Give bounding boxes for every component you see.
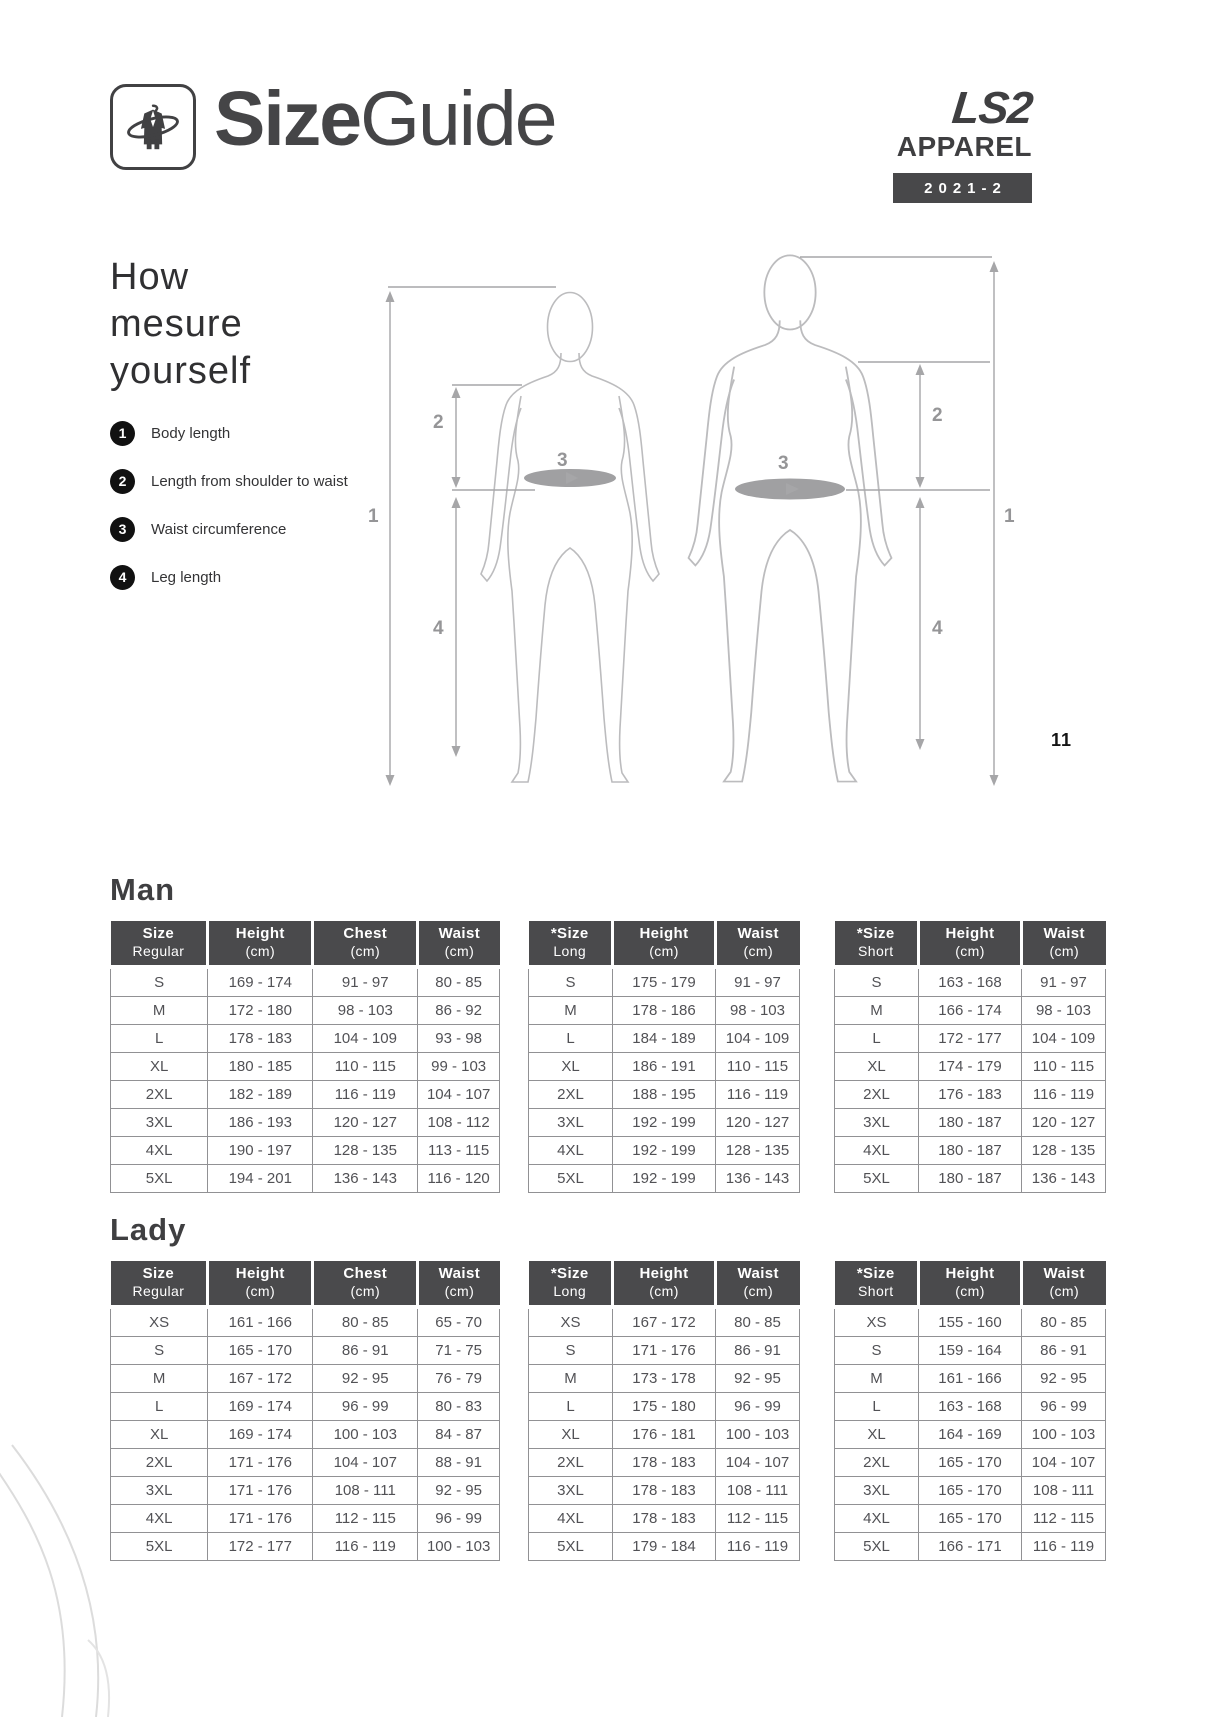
table-cell: 178 - 183 xyxy=(613,1505,716,1533)
table-cell: 108 - 111 xyxy=(715,1477,799,1505)
table-cell: 104 - 107 xyxy=(313,1449,418,1477)
table-cell: 167 - 172 xyxy=(208,1365,313,1393)
table-cell: 190 - 197 xyxy=(208,1137,313,1165)
table-cell: S xyxy=(111,967,208,997)
table-row xyxy=(835,1365,1106,1393)
page-title-guide: Guide xyxy=(360,76,556,162)
step-number-badge: 1 xyxy=(110,421,135,446)
table-row xyxy=(529,1165,800,1193)
table-cell: 3XL xyxy=(529,1109,613,1137)
table-row xyxy=(835,1165,1106,1193)
column-header: *Size Long xyxy=(529,921,613,967)
table-cell: S xyxy=(835,1337,919,1365)
lady-tables-row xyxy=(110,1261,1106,1561)
table-row xyxy=(529,1137,800,1165)
man-tables-row xyxy=(110,921,1106,1193)
table-cell: 80 - 83 xyxy=(418,1393,500,1421)
table-cell: 98 - 103 xyxy=(313,997,418,1025)
lady-long-size-table xyxy=(528,1261,800,1561)
table-row xyxy=(835,1505,1106,1533)
table-cell: 192 - 199 xyxy=(613,1165,716,1193)
table-cell: 174 - 179 xyxy=(919,1053,1022,1081)
table-cell: 96 - 99 xyxy=(418,1505,500,1533)
table-cell: 4XL xyxy=(835,1137,919,1165)
table-row xyxy=(529,997,800,1025)
measurement-arrows-left xyxy=(368,287,568,786)
table-row xyxy=(529,1393,800,1421)
table-cell: 165 - 170 xyxy=(919,1505,1022,1533)
table-cell: 104 - 107 xyxy=(1021,1449,1105,1477)
male-figure-outline xyxy=(689,255,892,781)
table-cell: S xyxy=(835,967,919,997)
table-row xyxy=(835,1025,1106,1053)
table-cell: 104 - 109 xyxy=(1021,1025,1105,1053)
table-cell: 110 - 115 xyxy=(1021,1053,1105,1081)
table-cell: 100 - 103 xyxy=(313,1421,418,1449)
table-cell: 100 - 103 xyxy=(1021,1421,1105,1449)
table-cell: 5XL xyxy=(529,1533,613,1561)
table-cell: M xyxy=(835,1365,919,1393)
ls2-logo: LS2 xyxy=(949,82,1035,133)
table-row xyxy=(529,1449,800,1477)
table-cell: 180 - 187 xyxy=(919,1137,1022,1165)
table-cell: 108 - 112 xyxy=(418,1109,500,1137)
man-section-title: Man xyxy=(110,872,175,907)
table-row xyxy=(111,1393,500,1421)
table-cell: 96 - 99 xyxy=(313,1393,418,1421)
table-cell: 91 - 97 xyxy=(1021,967,1105,997)
table-cell: 171 - 176 xyxy=(208,1449,313,1477)
table-cell: 172 - 177 xyxy=(208,1533,313,1561)
table-cell: 172 - 180 xyxy=(208,997,313,1025)
table-cell: L xyxy=(529,1025,613,1053)
table-cell: 2XL xyxy=(111,1449,208,1477)
table-cell: 2XL xyxy=(835,1449,919,1477)
column-header: Height (cm) xyxy=(613,921,716,967)
table-cell: 3XL xyxy=(835,1109,919,1137)
table-cell: 92 - 95 xyxy=(1021,1365,1105,1393)
column-header: *Size Short xyxy=(835,1261,919,1307)
table-cell: 3XL xyxy=(111,1477,208,1505)
table-cell: 120 - 127 xyxy=(313,1109,418,1137)
table-cell: 176 - 183 xyxy=(919,1081,1022,1109)
table-row xyxy=(529,1337,800,1365)
table-row xyxy=(529,1307,800,1337)
arrow-label-body-length: 1 xyxy=(368,506,379,527)
table-row xyxy=(835,1307,1106,1337)
table-row xyxy=(835,967,1106,997)
table-cell: 112 - 115 xyxy=(715,1505,799,1533)
brand-apparel-label: APPAREL xyxy=(896,131,1032,162)
table-row xyxy=(529,1081,800,1109)
table-cell: 92 - 95 xyxy=(418,1477,500,1505)
table-row xyxy=(529,1365,800,1393)
table-cell: L xyxy=(529,1393,613,1421)
table-cell: 182 - 189 xyxy=(208,1081,313,1109)
table-row xyxy=(111,1081,500,1109)
table-cell: 92 - 95 xyxy=(313,1365,418,1393)
table-row xyxy=(111,1365,500,1393)
table-row xyxy=(111,1337,500,1365)
table-cell: 80 - 85 xyxy=(1021,1307,1105,1337)
table-cell: M xyxy=(111,997,208,1025)
table-cell: 128 - 135 xyxy=(715,1137,799,1165)
table-cell: S xyxy=(529,967,613,997)
table-cell: 176 - 181 xyxy=(613,1421,716,1449)
table-row xyxy=(111,967,500,997)
table-cell: 86 - 91 xyxy=(715,1337,799,1365)
arrow-label-waist: 3 xyxy=(778,453,789,474)
table-row xyxy=(835,1449,1106,1477)
table-cell: 76 - 79 xyxy=(418,1365,500,1393)
table-cell: L xyxy=(835,1393,919,1421)
arrow-label-leg: 4 xyxy=(932,618,943,639)
decorative-sketch xyxy=(0,1440,180,1717)
table-row xyxy=(835,1477,1106,1505)
table-row xyxy=(529,1025,800,1053)
table-row xyxy=(529,1533,800,1561)
table-cell: 110 - 115 xyxy=(715,1053,799,1081)
table-cell: 80 - 85 xyxy=(313,1307,418,1337)
table-cell: 5XL xyxy=(835,1165,919,1193)
column-header: Height (cm) xyxy=(208,1261,313,1307)
table-cell: 104 - 107 xyxy=(715,1449,799,1477)
table-cell: 136 - 143 xyxy=(1021,1165,1105,1193)
table-row xyxy=(835,1081,1106,1109)
edition-badge: 2021-2 xyxy=(893,173,1032,203)
table-cell: 136 - 143 xyxy=(313,1165,418,1193)
table-cell: 171 - 176 xyxy=(613,1337,716,1365)
column-header: Waist (cm) xyxy=(1021,921,1105,967)
lady-section xyxy=(110,1212,1106,1561)
table-cell: 128 - 135 xyxy=(1021,1137,1105,1165)
table-row xyxy=(835,1393,1106,1421)
table-cell: 180 - 187 xyxy=(919,1165,1022,1193)
table-cell: 116 - 119 xyxy=(715,1081,799,1109)
table-cell: 80 - 85 xyxy=(715,1307,799,1337)
table-cell: 165 - 170 xyxy=(919,1477,1022,1505)
column-header: Size Regular xyxy=(111,921,208,967)
table-cell: XL xyxy=(529,1421,613,1449)
column-header: Height (cm) xyxy=(208,921,313,967)
table-cell: 116 - 119 xyxy=(313,1533,418,1561)
table-row xyxy=(111,1137,500,1165)
table-cell: 186 - 193 xyxy=(208,1109,313,1137)
table-cell: L xyxy=(111,1025,208,1053)
table-cell: 161 - 166 xyxy=(919,1365,1022,1393)
table-cell: M xyxy=(529,1365,613,1393)
table-cell: 91 - 97 xyxy=(715,967,799,997)
man-short-size-table xyxy=(834,921,1106,1193)
table-cell: 5XL xyxy=(111,1533,208,1561)
table-cell: 3XL xyxy=(835,1477,919,1505)
column-header: Chest (cm) xyxy=(313,921,418,967)
table-cell: M xyxy=(529,997,613,1025)
table-cell: XS xyxy=(835,1307,919,1337)
table-cell: 178 - 183 xyxy=(613,1449,716,1477)
table-cell: 192 - 199 xyxy=(613,1109,716,1137)
table-row xyxy=(835,1337,1106,1365)
table-cell: M xyxy=(111,1365,208,1393)
step-number-badge: 4 xyxy=(110,565,135,590)
table-row xyxy=(835,1137,1106,1165)
table-cell: 80 - 85 xyxy=(418,967,500,997)
column-header: Height (cm) xyxy=(613,1261,716,1307)
table-cell: 4XL xyxy=(111,1137,208,1165)
column-header: Waist (cm) xyxy=(715,921,799,967)
table-cell: 2XL xyxy=(529,1449,613,1477)
table-cell: 4XL xyxy=(529,1137,613,1165)
step-label: Waist circumference xyxy=(151,520,287,538)
table-cell: XL xyxy=(835,1421,919,1449)
column-header: Waist (cm) xyxy=(418,921,500,967)
table-cell: 163 - 168 xyxy=(919,967,1022,997)
table-cell: 4XL xyxy=(529,1505,613,1533)
table-cell: 166 - 174 xyxy=(919,997,1022,1025)
table-cell: 184 - 189 xyxy=(613,1025,716,1053)
man-section xyxy=(110,872,1106,1193)
column-header: *Size Short xyxy=(835,921,919,967)
table-cell: 169 - 174 xyxy=(208,1393,313,1421)
table-cell: 2XL xyxy=(835,1081,919,1109)
arrow-label-shoulder-waist: 2 xyxy=(932,405,943,426)
table-row xyxy=(111,1053,500,1081)
table-cell: L xyxy=(111,1393,208,1421)
table-cell: S xyxy=(111,1337,208,1365)
table-row xyxy=(529,1109,800,1137)
table-cell: 91 - 97 xyxy=(313,967,418,997)
table-cell: 163 - 168 xyxy=(919,1393,1022,1421)
female-figure-outline xyxy=(481,293,659,783)
man-long-size-table xyxy=(528,921,800,1193)
table-cell: 96 - 99 xyxy=(715,1393,799,1421)
table-cell: 164 - 169 xyxy=(919,1421,1022,1449)
table-row xyxy=(835,1533,1106,1561)
table-row xyxy=(835,997,1106,1025)
column-header: Waist (cm) xyxy=(418,1261,500,1307)
table-cell: 92 - 95 xyxy=(715,1365,799,1393)
table-row xyxy=(111,1109,500,1137)
table-cell: 3XL xyxy=(529,1477,613,1505)
table-cell: 3XL xyxy=(111,1109,208,1137)
table-cell: XL xyxy=(835,1053,919,1081)
table-cell: 155 - 160 xyxy=(919,1307,1022,1337)
table-cell: 120 - 127 xyxy=(1021,1109,1105,1137)
table-cell: 112 - 115 xyxy=(1021,1505,1105,1533)
table-cell: 180 - 185 xyxy=(208,1053,313,1081)
table-row xyxy=(111,1165,500,1193)
table-cell: 100 - 103 xyxy=(715,1421,799,1449)
table-cell: 112 - 115 xyxy=(313,1505,418,1533)
table-row xyxy=(111,1025,500,1053)
table-cell: 186 - 191 xyxy=(613,1053,716,1081)
table-cell: 169 - 174 xyxy=(208,967,313,997)
arrow-label-body-length: 1 xyxy=(1004,506,1015,527)
table-cell: 4XL xyxy=(111,1505,208,1533)
table-cell: 2XL xyxy=(529,1081,613,1109)
table-cell: 167 - 172 xyxy=(613,1307,716,1337)
table-cell: S xyxy=(529,1337,613,1365)
column-header: Waist (cm) xyxy=(715,1261,799,1307)
table-cell: 116 - 119 xyxy=(1021,1081,1105,1109)
table-cell: XS xyxy=(529,1307,613,1337)
table-cell: 98 - 103 xyxy=(715,997,799,1025)
table-cell: 165 - 170 xyxy=(208,1337,313,1365)
table-cell: 104 - 109 xyxy=(715,1025,799,1053)
table-row xyxy=(835,1053,1106,1081)
table-cell: 172 - 177 xyxy=(919,1025,1022,1053)
arrow-label-shoulder-waist: 2 xyxy=(433,412,444,433)
table-cell: M xyxy=(835,997,919,1025)
table-row xyxy=(529,1477,800,1505)
table-cell: 84 - 87 xyxy=(418,1421,500,1449)
table-row xyxy=(529,1505,800,1533)
table-cell: 100 - 103 xyxy=(418,1533,500,1561)
table-cell: 104 - 109 xyxy=(313,1025,418,1053)
table-cell: 88 - 91 xyxy=(418,1449,500,1477)
table-cell: 98 - 103 xyxy=(1021,997,1105,1025)
table-row xyxy=(111,997,500,1025)
table-cell: 188 - 195 xyxy=(613,1081,716,1109)
table-cell: 179 - 184 xyxy=(613,1533,716,1561)
table-cell: 5XL xyxy=(835,1533,919,1561)
arrow-label-waist: 3 xyxy=(557,450,568,471)
table-cell: 5XL xyxy=(529,1165,613,1193)
table-cell: 120 - 127 xyxy=(715,1109,799,1137)
table-cell: 166 - 171 xyxy=(919,1533,1022,1561)
step-label: Leg length xyxy=(151,568,222,586)
table-cell: 169 - 174 xyxy=(208,1421,313,1449)
step-label: Length from shoulder to waist xyxy=(151,472,348,490)
table-cell: 180 - 187 xyxy=(919,1109,1022,1137)
table-row xyxy=(835,1421,1106,1449)
column-header: Height (cm) xyxy=(919,921,1022,967)
table-cell: 86 - 91 xyxy=(313,1337,418,1365)
table-cell: 65 - 70 xyxy=(418,1307,500,1337)
table-cell: XL xyxy=(111,1421,208,1449)
column-header: Height (cm) xyxy=(919,1261,1022,1307)
table-cell: 2XL xyxy=(111,1081,208,1109)
table-cell: 4XL xyxy=(835,1505,919,1533)
table-cell: 161 - 166 xyxy=(208,1307,313,1337)
table-cell: 113 - 115 xyxy=(418,1137,500,1165)
table-cell: 175 - 179 xyxy=(613,967,716,997)
table-cell: 108 - 111 xyxy=(1021,1477,1105,1505)
table-row xyxy=(529,967,800,997)
table-cell: 116 - 119 xyxy=(715,1533,799,1561)
table-cell: XL xyxy=(529,1053,613,1081)
page-number: 11 xyxy=(1051,730,1073,750)
table-cell: 192 - 199 xyxy=(613,1137,716,1165)
how-to-title: How mesure yourself xyxy=(110,256,252,392)
page-title-size: Size xyxy=(214,76,361,162)
table-cell: 159 - 164 xyxy=(919,1337,1022,1365)
table-cell: 171 - 176 xyxy=(208,1477,313,1505)
table-cell: 71 - 75 xyxy=(418,1337,500,1365)
table-cell: 110 - 115 xyxy=(313,1053,418,1081)
measurement-arrows-right xyxy=(778,257,1015,786)
step-number-badge: 2 xyxy=(110,469,135,494)
table-cell: 86 - 91 xyxy=(1021,1337,1105,1365)
table-cell: 108 - 111 xyxy=(313,1477,418,1505)
table-cell: 128 - 135 xyxy=(313,1137,418,1165)
arrow-label-leg: 4 xyxy=(433,618,444,639)
table-cell: 93 - 98 xyxy=(418,1025,500,1053)
table-cell: 178 - 183 xyxy=(208,1025,313,1053)
table-cell: L xyxy=(835,1025,919,1053)
table-cell: 99 - 103 xyxy=(418,1053,500,1081)
table-cell: XL xyxy=(111,1053,208,1081)
man-regular-size-table xyxy=(110,921,500,1193)
table-cell: 173 - 178 xyxy=(613,1365,716,1393)
table-cell: 178 - 183 xyxy=(613,1477,716,1505)
table-cell: 136 - 143 xyxy=(715,1165,799,1193)
column-header: Waist (cm) xyxy=(1021,1261,1105,1307)
table-cell: 116 - 120 xyxy=(418,1165,500,1193)
table-cell: XS xyxy=(111,1307,208,1337)
lady-short-size-table xyxy=(834,1261,1106,1561)
column-header: Chest (cm) xyxy=(313,1261,418,1307)
table-cell: 5XL xyxy=(111,1165,208,1193)
column-header: Size Regular xyxy=(111,1261,208,1307)
table-cell: 104 - 107 xyxy=(418,1081,500,1109)
table-cell: 194 - 201 xyxy=(208,1165,313,1193)
table-row xyxy=(111,1307,500,1337)
table-cell: 96 - 99 xyxy=(1021,1393,1105,1421)
table-cell: 175 - 180 xyxy=(613,1393,716,1421)
table-cell: 116 - 119 xyxy=(1021,1533,1105,1561)
table-cell: 86 - 92 xyxy=(418,997,500,1025)
table-cell: 116 - 119 xyxy=(313,1081,418,1109)
column-header: *Size Long xyxy=(529,1261,613,1307)
table-cell: 165 - 170 xyxy=(919,1449,1022,1477)
table-cell: 178 - 186 xyxy=(613,997,716,1025)
table-row xyxy=(529,1421,800,1449)
step-number-badge: 3 xyxy=(110,517,135,542)
table-row xyxy=(835,1109,1106,1137)
table-cell: 171 - 176 xyxy=(208,1505,313,1533)
lady-section-title: Lady xyxy=(110,1212,187,1247)
step-label: Body length xyxy=(151,424,231,442)
table-row xyxy=(529,1053,800,1081)
